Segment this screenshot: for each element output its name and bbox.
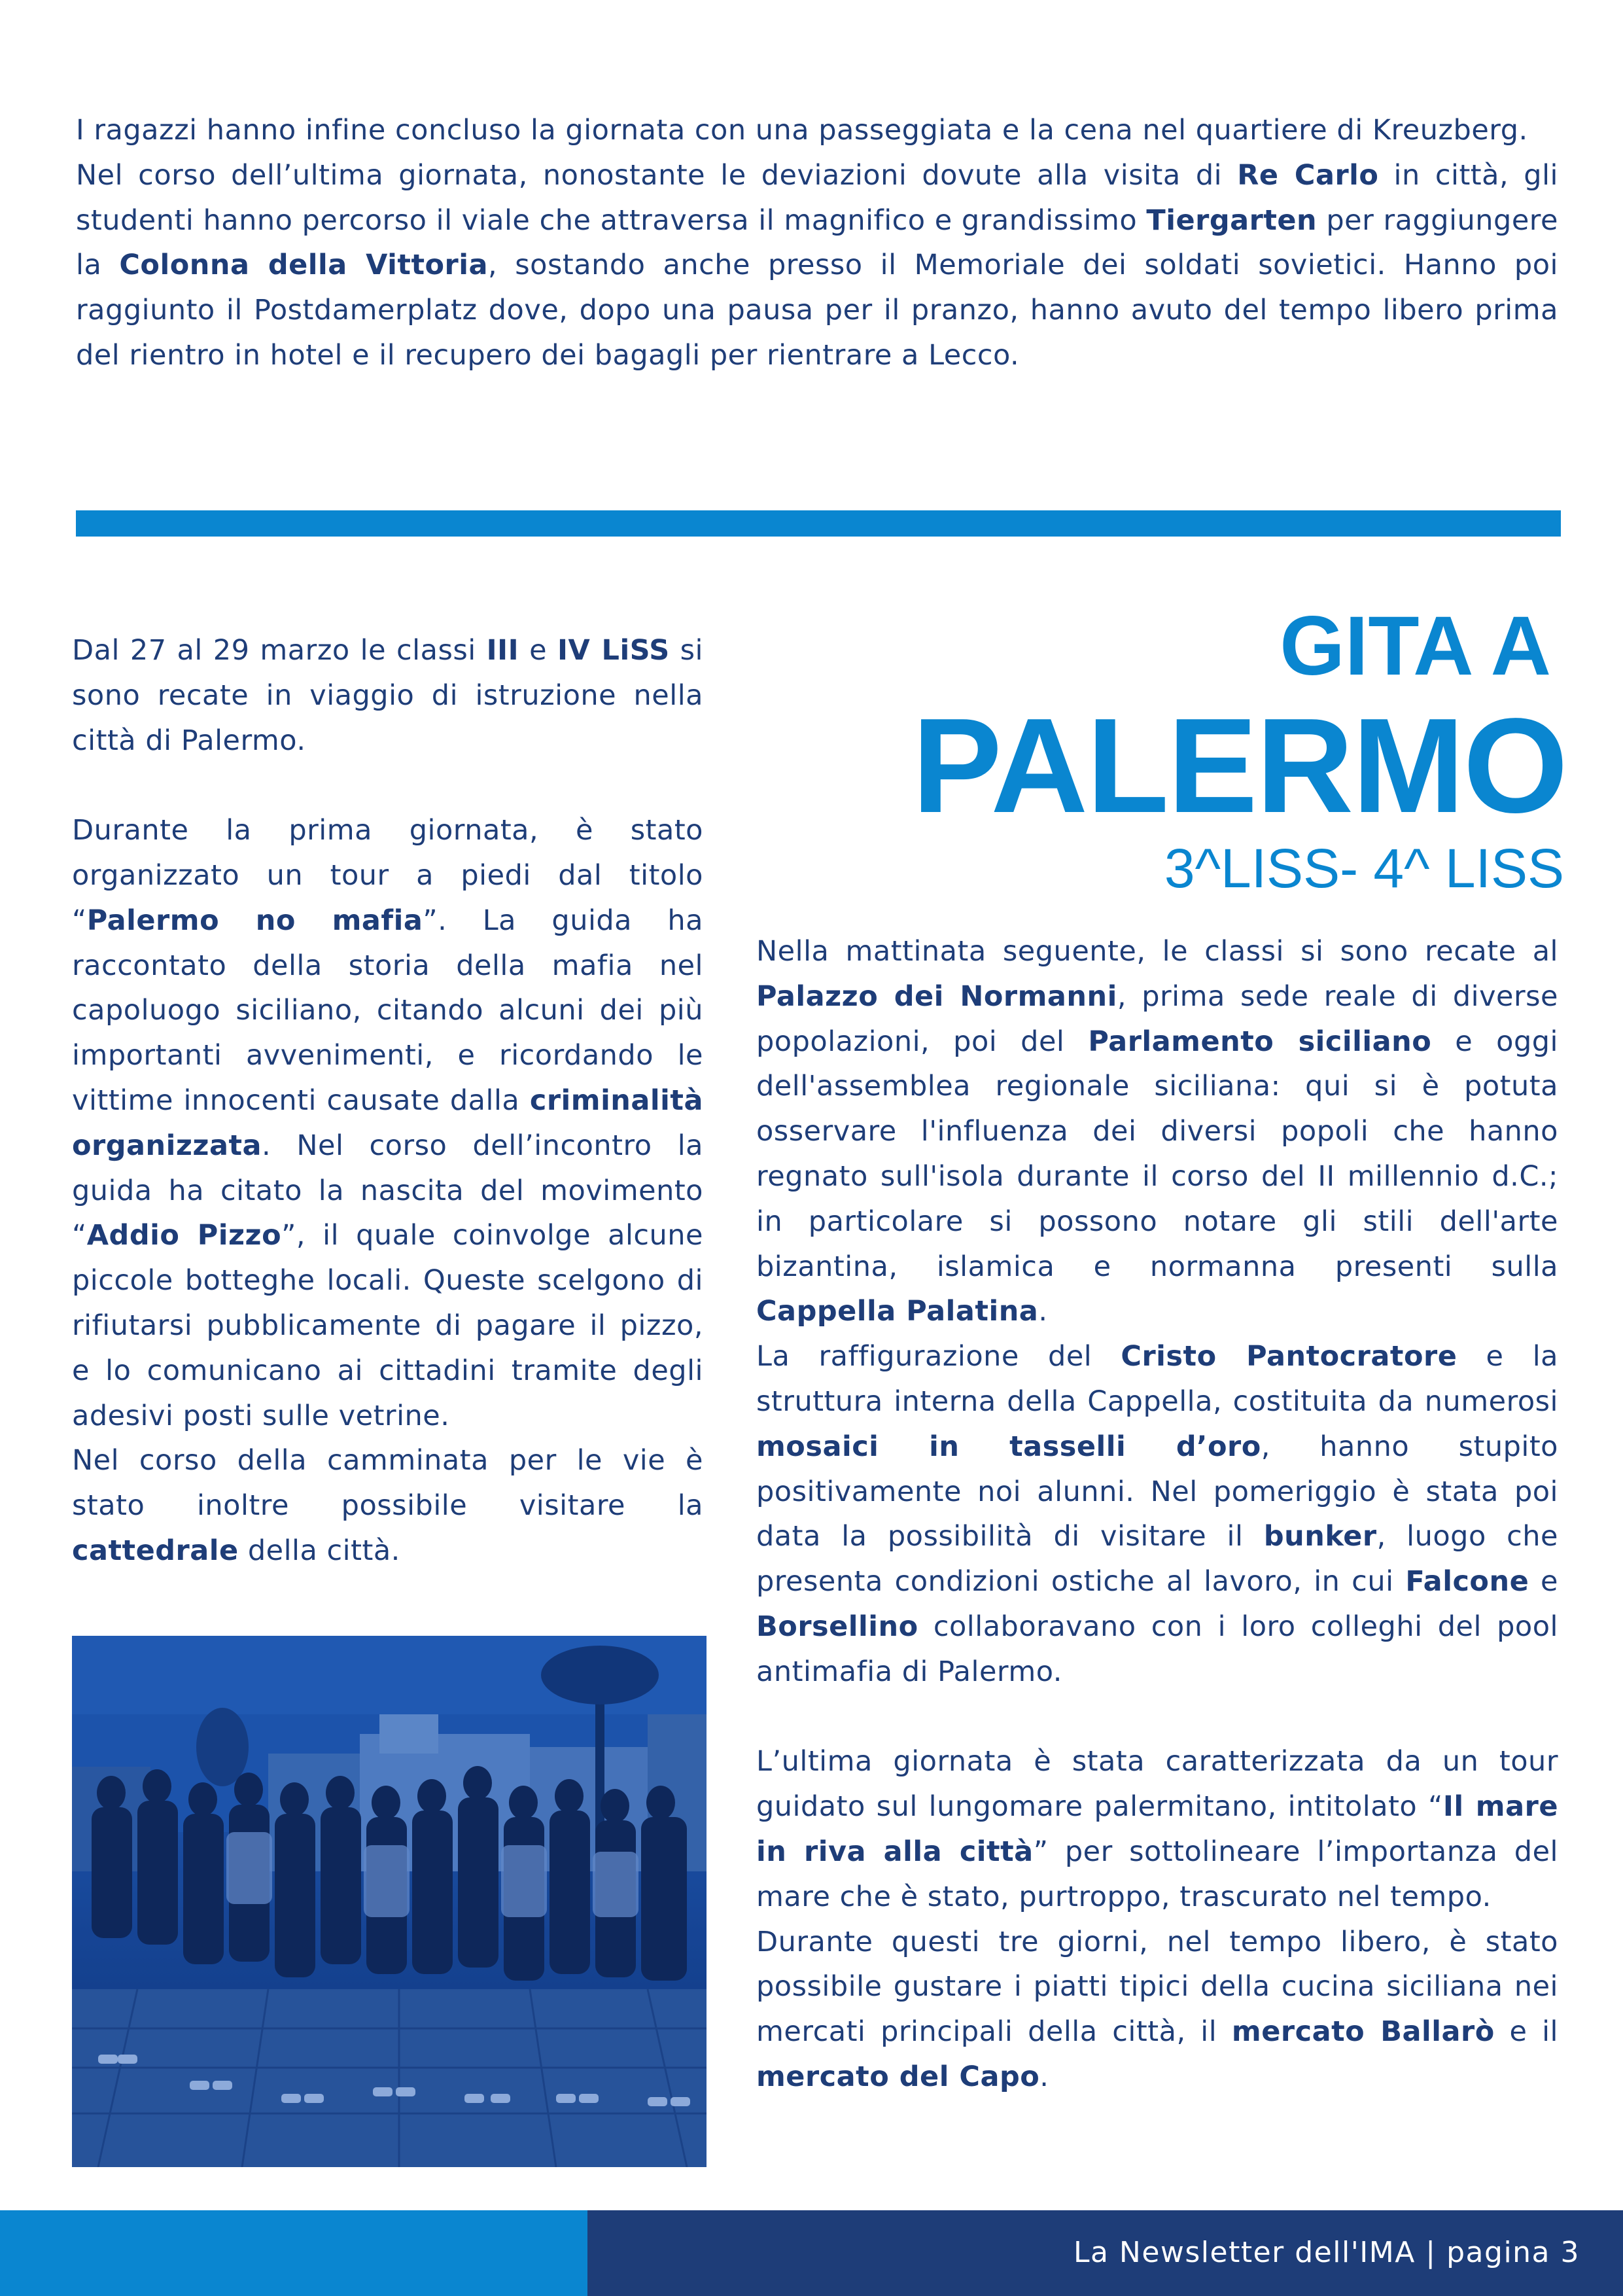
right-column [756, 929, 1558, 2100]
right-paragraph-4: Durante questi tre giorni, nel tempo libero, è stato possibile gustare i piatti tipici della cucina siciliana nei mercati principali della città, il mercato Ballarò e il mercato del Capo. [756, 1925, 1559, 2093]
section-divider [76, 510, 1561, 537]
footer-accent-bar [0, 2210, 587, 2296]
intro-paragraph-2: Nel corso dell’ultima giornata, nonostante le deviazioni dovute alla visita di Re Carlo in città, gli studenti hanno percorso il viale che attraversa il magnifico e grandissimo Tiergarten per raggiungere la Colonna della Vittoria, sostando anche presso il Memoriale dei soldati sovietici. Hanno poi raggiunto il Postdamerplatz dove, dopo una pausa per il pranzo, hanno avuto del tempo libero prima del rientro in hotel e il recupero dei bagagli per rientrare a Lecco. [76, 158, 1558, 372]
left-paragraph-1: Dal 27 al 29 marzo le classi III e IV LiSS si sono recate in viaggio di istruzione nella città di Palermo. [72, 634, 703, 757]
right-paragraph-1: Nella mattinata seguente, le classi si sono recate al Palazzo dei Normanni, prima sede reale di diverse popolazioni, poi del Parlamento siciliano e oggi dell'assemblea regionale siciliana: qui si è potuta osservare l'influenza dei diversi popoli che hanno regnato sull'isola durante il corso del II millennio d.C.; in particolare si possono notare gli stili dell'arte bizantina, islamica e normanna presenti sulla Cappella Palatina. [756, 935, 1559, 1328]
intro-text [76, 108, 1558, 378]
right-paragraph-2: La raffigurazione del Cristo Pantocratore e la struttura interna della Cappella, costituita da numerosi mosaici in tasselli d’oro, hanno stupito positivamente noi alunni. Nel pomeriggio è stata poi data la possibilità di visitare il bunker, luogo che presenta condizioni ostiche al lavoro, in cui Falcone e Borsellino collaboravano con i loro colleghi del pool antimafia di Palermo. [756, 1340, 1559, 1688]
left-paragraph-2: Durante la prima giornata, è stato organizzato un tour a piedi dal titolo “Palermo no mafia”. La guida ha raccontato della storia della mafia nel capoluogo siciliano, citando alcuni dei più importanti avvenimenti, e ricordando le vittime innocenti causate dalla criminalità organizzata. Nel corso dell’incontro la guida ha citato la nascita del movimento “Addio Pizzo”, il quale coinvolge alcune piccole botteghe locali. Queste scelgono di rifiutarsi pubblicamente di pagare il pizzo, e lo comunicano ai cittadini tramite degli adesivi posti sulle vetrine. [72, 814, 704, 1432]
left-column [72, 628, 703, 1574]
article-subtitle: 3^LISS- 4^ LISS [1164, 838, 1564, 899]
group-photo-image [72, 1636, 707, 2167]
group-photo [72, 1636, 707, 2167]
left-paragraph-3: Nel corso della camminata per le vie è stato inoltre possibile visitare la cattedrale della città. [72, 1444, 703, 1567]
footer-page-label: La Newsletter dell'IMA | pagina 3 [1073, 2236, 1580, 2269]
article-title-line1: GITA A [1280, 599, 1551, 693]
article-title-line2: PALERMO [912, 690, 1567, 841]
intro-paragraph-1: I ragazzi hanno infine concluso la giornata con una passeggiata e la cena nel quartiere di Kreuzberg. [76, 114, 1528, 147]
right-paragraph-3: L’ultima giornata è stata caratterizzata da un tour guidato sul lungomare palermitano, intitolato “Il mare in riva alla città” per sottolineare l’importanza del mare che è stato, purtroppo, trascurato nel tempo. [756, 1745, 1558, 1913]
